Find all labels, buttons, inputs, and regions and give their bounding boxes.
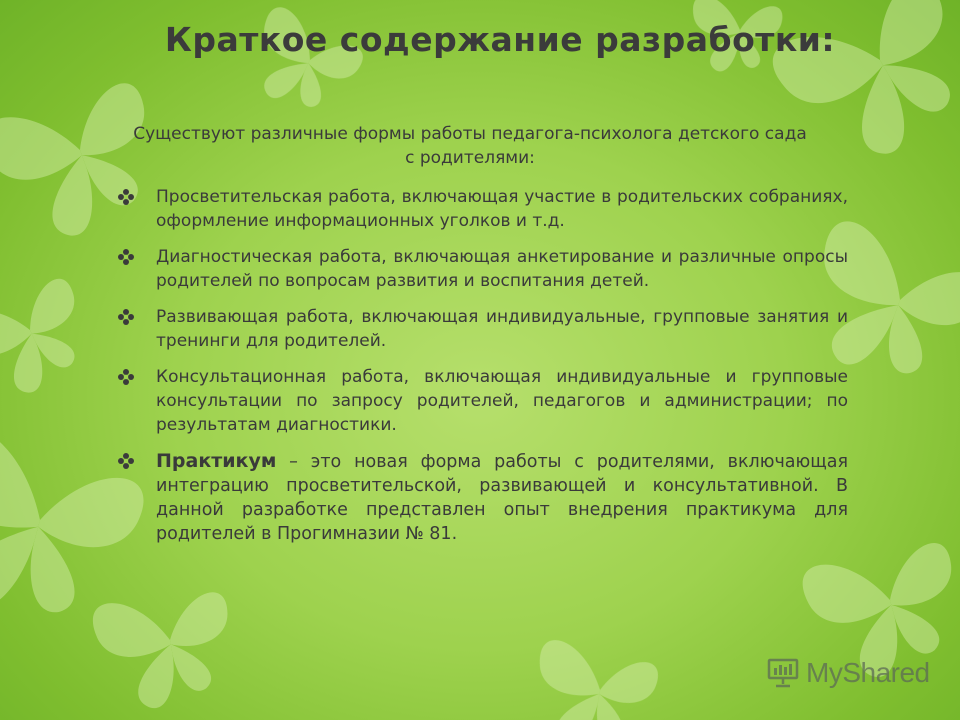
slide-title: Краткое содержание разработки:	[164, 20, 836, 59]
intro-text: Существуют различные формы работы педагога-психолога детского сада с родителями:	[133, 124, 807, 168]
list-item-text: – это новая форма работы с родителями, включающая интеграцию просветительской, развивающей и консультативной. В данной разработке представлен опыт внедрения практикума для родителей в Прогимназии № 81.	[156, 452, 848, 544]
list-item	[118, 305, 848, 353]
list-item-text: Диагностическая работа, включающая анкетирование и различные опросы родителей по вопросам развития и воспитания детей.	[156, 247, 848, 291]
flower-bullet-icon	[118, 453, 134, 469]
list-item-strong: Практикум	[156, 450, 277, 472]
list-item-text: Развивающая работа, включающая индивидуальные, групповые занятия и тренинги для родителей.	[156, 307, 848, 351]
watermark-logo-text: MyShared	[806, 657, 930, 688]
list-item-text: Консультационная работа, включающая индивидуальные и групповые консультации по запросу родителей, педагогов и администрации; по результатам диагностики.	[156, 367, 848, 435]
projector-screen-icon	[766, 656, 800, 690]
list-item-text: Просветительская работа, включающая участие в родительских собраниях, оформление информационных уголков и т.д.	[156, 187, 848, 231]
flower-bullet-icon	[118, 189, 134, 205]
bullet-list	[118, 185, 848, 558]
list-item	[118, 185, 848, 233]
flower-bullet-icon	[118, 309, 134, 325]
list-item	[118, 449, 848, 546]
flower-bullet-icon	[118, 369, 134, 385]
watermark-logo	[766, 655, 930, 691]
list-item	[118, 365, 848, 437]
flower-bullet-icon	[118, 249, 134, 265]
list-item	[118, 245, 848, 293]
